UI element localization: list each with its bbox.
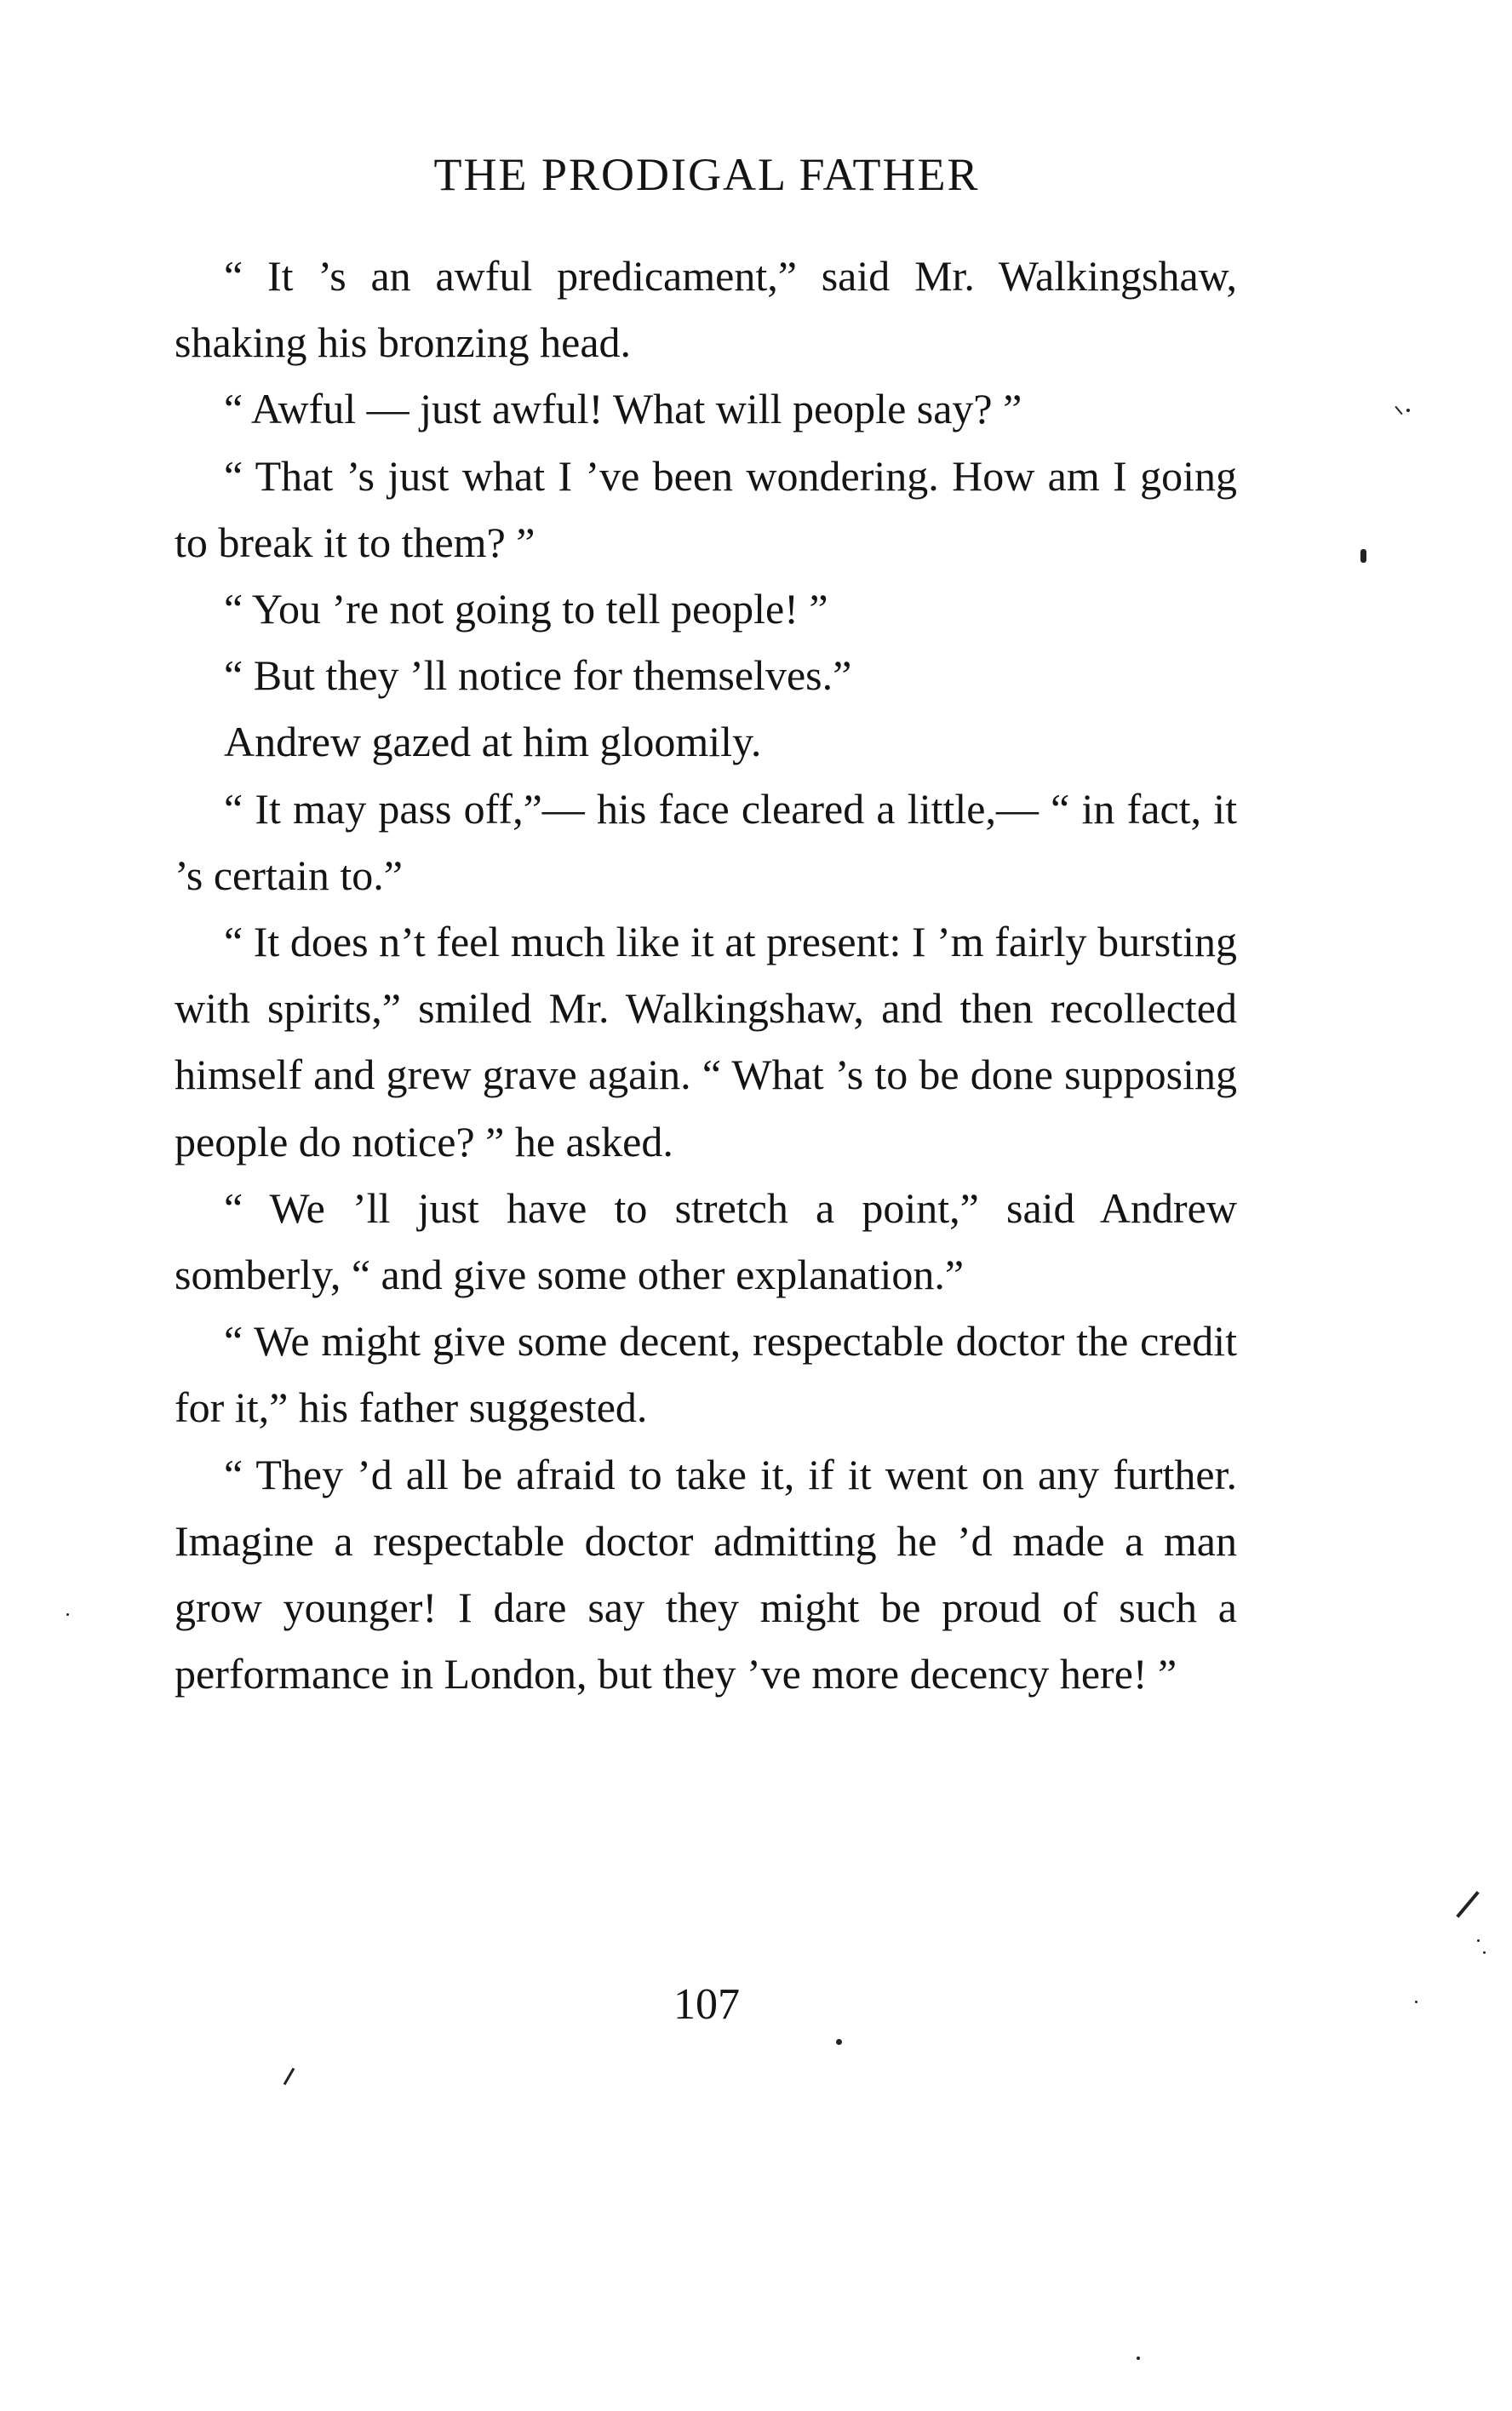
paragraph: “ It does n’t feel much like it at present: I ’m fairly bursting with spirits,” smiled Mr. Walkingshaw, and then recollected himself and grew grave again. “ What ’s to be done supposing people do notice? ” he asked. <box>175 918 1237 1165</box>
paragraph: “ But they ’ll notice for themselves.” <box>224 651 852 700</box>
paragraph: Andrew gazed at him gloomily. <box>224 718 762 766</box>
body-text <box>175 243 1237 1707</box>
scan-speck <box>66 1613 69 1616</box>
scan-speck <box>1415 2001 1418 2003</box>
paragraph: “ That ’s just what I ’ve been wondering. How am I going to break it to them? ” <box>175 451 1237 566</box>
paragraph: “ Awful — just awful! What will people say? ” <box>224 385 1022 433</box>
running-head: THE PRODIGAL FATHER <box>433 149 980 200</box>
scan-speck <box>836 2039 842 2045</box>
scan-speck <box>1477 1939 1480 1942</box>
page-number: 107 <box>673 1980 740 2029</box>
scan-speck <box>1360 549 1366 563</box>
scan-mark <box>284 2068 295 2086</box>
paragraph: “ They ’d all be afraid to take it, if it went on any further. Imagine a respectable doctor admitting he ’d made a man grow younger! I dare say they might be proud of such a performance in London, but they ’ve more decency here! ” <box>175 1450 1237 1698</box>
paragraph: “ It may pass off,”— his face cleared a little,— “ in fact, it ’s certain to.” <box>175 784 1237 899</box>
paragraph: “ It ’s an awful predicament,” said Mr. Walkingshaw, shaking his bronzing head. <box>175 252 1237 367</box>
scan-speck <box>1406 409 1410 412</box>
paragraph: “ We might give some decent, respectable doctor the credit for it,” his father suggested. <box>175 1317 1237 1432</box>
scan-speck <box>1483 1951 1486 1954</box>
paragraph: “ You ’re not going to tell people! ” <box>224 585 828 633</box>
scan-speck <box>1137 2357 1140 2360</box>
scan-mark <box>1456 1891 1479 1918</box>
scan-mark <box>1395 406 1402 415</box>
paragraph: “ We ’ll just have to stretch a point,” said Andrew somberly, “ and give some other explanation.” <box>175 1183 1237 1299</box>
